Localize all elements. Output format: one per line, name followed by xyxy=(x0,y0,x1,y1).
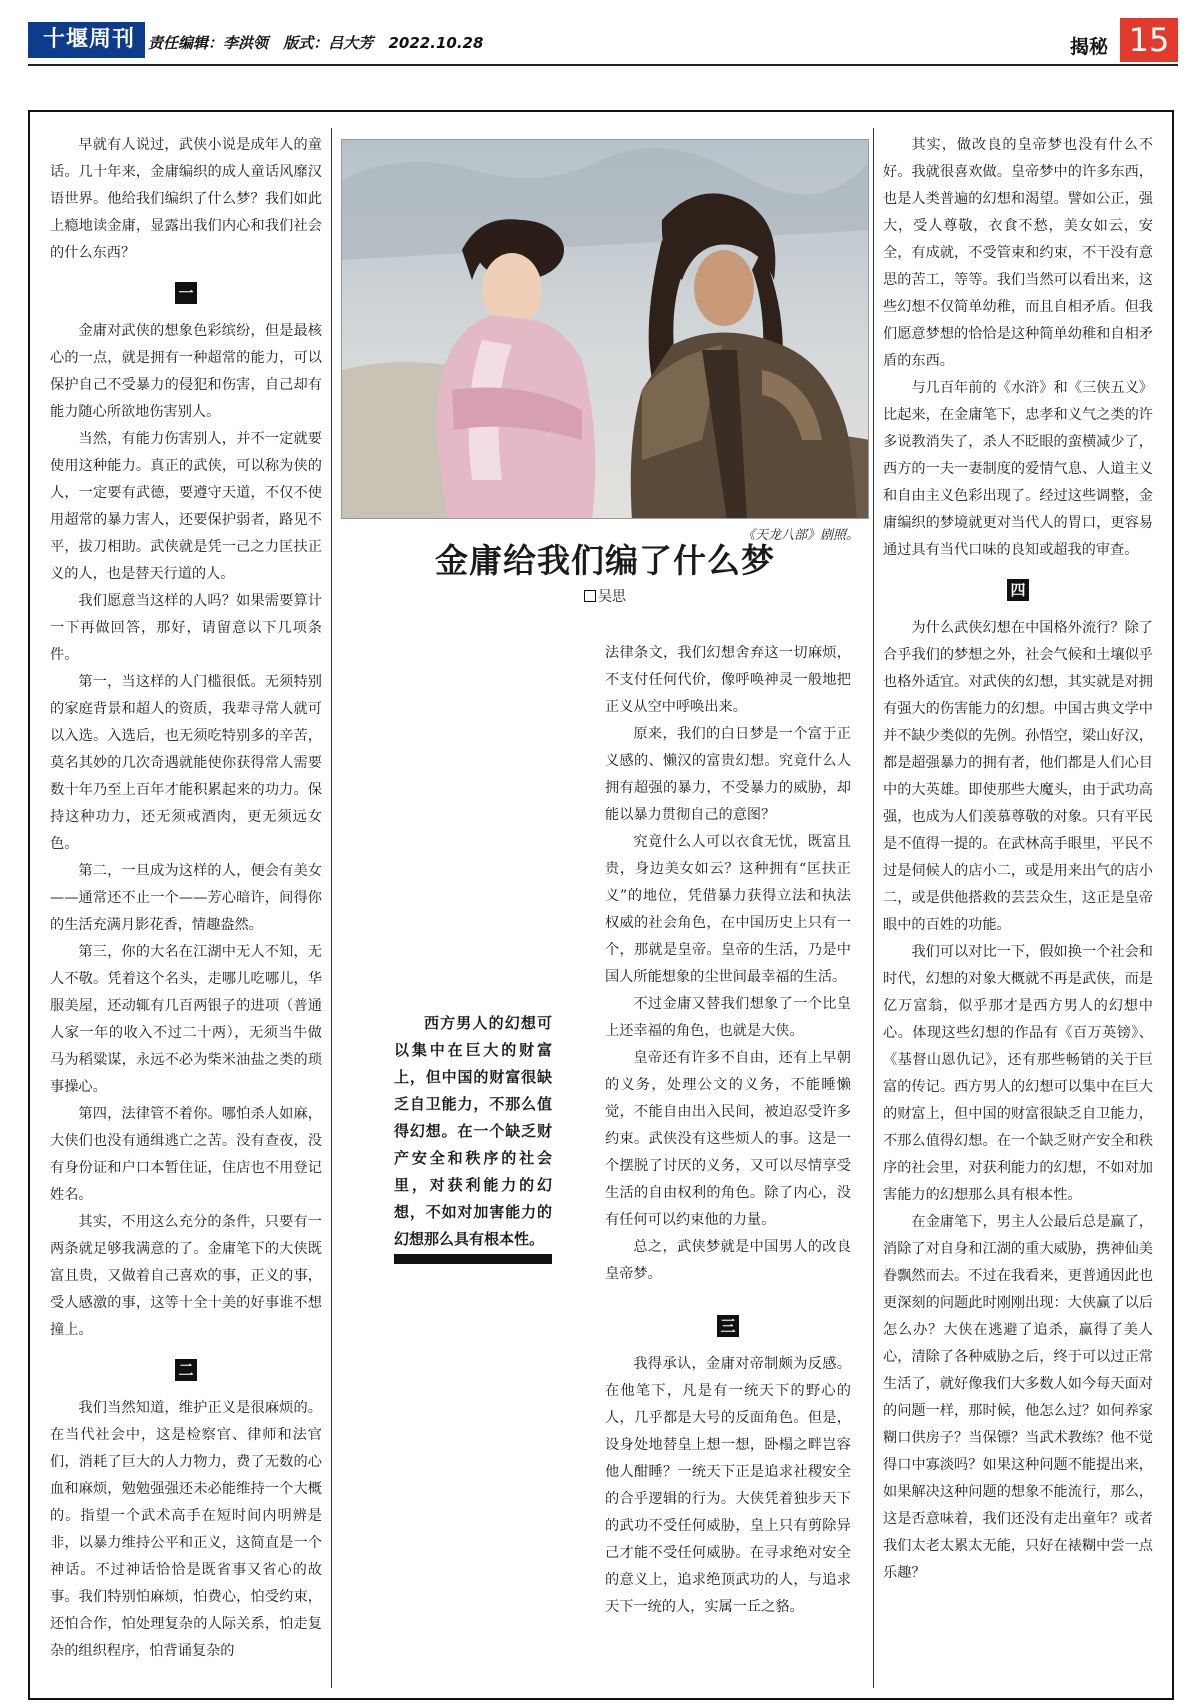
article-title: 金庸给我们编了什么梦 xyxy=(435,541,775,580)
section-heading-4: 四 xyxy=(883,578,1153,605)
paragraph: 不过金庸又替我们想象了一个比皇上还幸福的角色，也就是大侠。 xyxy=(605,996,851,1039)
pull-quote-bar xyxy=(394,1254,552,1264)
editor-credit: 责任编辑：李洪领 xyxy=(148,34,269,52)
paragraph: 我们当然知道，维护正义是很麻烦的。在当代社会中，这是检察官、律师和法官们，消耗了巨大的人力物力，费了无数的心血和麻烦，勉勉强强还未必能维持一个大概的。指望一个武术高手在短时间内明辨是非，以暴力维持公平和正义，这简直是一个神话。不过神话恰恰是既省事又省心的故事。我们特别怕麻烦，怕费心，怕受约束，还怕合作，怕处理复杂的人际关系，怕走复杂的组织程序，怕背诵复杂的 xyxy=(50,1400,322,1659)
header-meta xyxy=(148,32,493,53)
photo-caption: 《天龙八部》剧照。 xyxy=(741,528,859,543)
paragraph: 我们可以对比一下，假如换一个社会和时代，幻想的对象大概就不再是武侠，而是亿万富翁，似乎那才是西方男人的幻想中心。体现这些幻想的作品有《百万英镑》、《基督山恩仇记》，还有那些畅销的关于巨富的传记。西方男人的幻想可以集中在巨大的财富上，但中国的财富很缺乏自卫能力，不那么值得幻想。在一个缺乏财产安全和秩序的社会里，对获利能力的幻想，不如对加害能力的幻想那么具有根本性。 xyxy=(883,944,1153,1203)
paragraph: 当然，有能力伤害别人，并不一定就要使用这种能力。真正的武侠，可以称为侠的人，一定要有武德，要遵守天道，不仅不使用超常的暴力害人，还要保护弱者，路见不平，拔刀相助。武侠就是凭一己之力匡扶正义的人，也是替天行道的人。 xyxy=(50,431,322,582)
article-column-1 xyxy=(50,132,322,1665)
paragraph: 第四，法律管不着你。哪怕杀人如麻，大侠们也没有通缉逃亡之苦。没有查夜，没有身份证和户口本暂住证，住店也不用登记姓名。 xyxy=(50,1106,322,1203)
column-divider xyxy=(331,128,332,1688)
section-heading-1: 一 xyxy=(50,281,322,308)
paragraph: 我得承认，金庸对帝制颇为反感。在他笔下，凡是有一统天下的野心的人，几乎都是大号的反面角色。但是，设身处地替皇上想一想，卧榻之畔岂容他人酣睡？一统天下正是追求社稷安全的合乎逻辑的行为。大侠凭着独步天下的武功不受任何威胁，皇上只有剪除异己才能不受任何威胁。在寻求绝对安全的意义上，追求绝顶武功的人，与追求天下一统的人，实属一丘之貉。 xyxy=(605,1356,851,1615)
page-number: 15 xyxy=(1120,18,1178,62)
masthead-title: 十堰周刊 xyxy=(37,22,145,58)
pull-quote-text: 西方男人的幻想可以集中在巨大的财富上，但中国的财富很缺乏自卫能力，不那么值得幻想。在一个缺乏财产安全和秩序的社会里，对获利能力的幻想，不如对加害能力的幻想那么具有根本性。 xyxy=(394,1014,552,1248)
paragraph: 在金庸笔下，男主人公最后总是赢了，消除了对自身和江湖的重大威胁，携神仙美眷飘然而去。不过在我看来，更普通因此也更深刻的问题此时刚刚出现：大侠赢了以后怎么办？大侠在逃避了追杀，赢得了美人心，清除了各种威胁之后，终于可以过正常生活了，就好像我们大多数人如今每天面对的问题一样，那时候，他怎么过？如何养家糊口供房子？当保镖？当武术教练？他不觉得口中寡淡吗？如果这种问题不能提出来，如果解决这种问题的想象不能流行，那么，这是否意味着，我们还没有走出童年？或者我们太老太累太无能，只好在裱糊中尝一点乐趣？ xyxy=(883,1214,1153,1581)
paragraph: 原来，我们的白日梦是一个富于正义感的、懒汉的富贵幻想。究竟什么人拥有超强的暴力，不受暴力的威胁，却能以暴力贯彻自己的意图？ xyxy=(605,726,851,823)
paragraph: 法律条文，我们幻想舍弃这一切麻烦，不支付任何代价，像呼唤神灵一般地把正义从空中呼唤出来。 xyxy=(605,645,851,715)
paragraph: 早就有人说过，武侠小说是成年人的童话。几十年来，金庸编织的成人童话风靡汉语世界。他给我们编织了什么梦？我们如此上瘾地读金庸，显露出我们内心和我们社会的什么东西？ xyxy=(50,137,322,261)
issue-date: 2022.10.28 xyxy=(388,34,484,52)
drama-still-photo xyxy=(341,139,869,519)
article-column-4 xyxy=(883,132,1153,1587)
paragraph: 与几百年前的《水浒》和《三侠五义》比起来，在金庸笔下，忠孝和义气之类的许多说教消失了，杀人不眨眼的蛮横减少了，西方的一夫一妻制度的爱情气息、人道主义和自由主义色彩出现了。经过这些调整，金庸编织的梦境就更对当代人的胃口，更容易通过具有当代口味的良知或超我的审查。 xyxy=(883,380,1153,558)
paragraph: 金庸对武侠的想象色彩缤纷，但是最核心的一点，就是拥有一种超常的能力，可以保护自己不受暴力的侵犯和伤害，自己却有能力随心所欲地伤害别人。 xyxy=(50,323,322,420)
paragraph: 第三，你的大名在江湖中无人不知，无人不敬。凭着这个名头，走哪儿吃哪儿，华服美屋，还动辄有几百两银子的进项（普通人家一年的收入不过二十两），无须当牛做马为稻粱谋，永远不必为柴米油盐之类的琐事操心。 xyxy=(50,944,322,1095)
paragraph: 第二，一旦成为这样的人，便会有美女——通常还不止一个——芳心暗许，间得你的生活充满月影花香，情趣盎然。 xyxy=(50,863,322,933)
paragraph: 第一，当这样的人门槛很低。无须特别的家庭背景和超人的资质，我辈寻常人就可以入选。入选后，也无须吃特别多的辛苦，莫名其妙的几次奇遇就能使你获得常人需要数十年乃至上百年才能积累起来的功力。保持这种功力，还无须戒酒肉，更无须远女色。 xyxy=(50,674,322,852)
masthead-logo xyxy=(28,22,145,58)
article-byline xyxy=(584,586,626,606)
page-header xyxy=(28,18,1178,62)
column-divider xyxy=(873,128,874,1688)
paragraph: 总之，武侠梦就是中国男人的改良皇帝梦。 xyxy=(605,1239,851,1282)
section-heading-3: 三 xyxy=(605,1314,851,1341)
byline-box-icon xyxy=(584,590,596,602)
section-label: 揭秘 xyxy=(1069,36,1108,58)
section-heading-2: 二 xyxy=(50,1358,322,1385)
article-column-3 xyxy=(605,640,851,1621)
paragraph: 我们愿意当这样的人吗？如果需要算计一下再做回答，那好，请留意以下几项条件。 xyxy=(50,593,322,663)
author-name: 吴思 xyxy=(598,589,626,605)
paragraph: 皇帝还有许多不自由，还有上早朝的义务，处理公文的义务，不能睡懒觉，不能自由出入民间，被迫忍受许多约束。武侠没有这些烦人的事。这是一个摆脱了讨厌的义务，又可以尽情享受生活的自由权利的角色。除了内心，没有任何可以约束他的力量。 xyxy=(605,1050,851,1228)
masthead-bar xyxy=(28,22,37,58)
header-rule xyxy=(28,64,1178,66)
drama-still-image xyxy=(342,140,869,519)
paragraph: 其实，不用这么充分的条件，只要有一两条就足够我满意的了。金庸笔下的大侠既富且贵，又做着自己喜欢的事，正义的事，受人感激的事，这等十全十美的好事谁不想撞上。 xyxy=(50,1214,322,1338)
paragraph: 其实，做改良的皇帝梦也没有什么不好。我就很喜欢做。皇帝梦中的许多东西，也是人类普遍的幻想和渴望。譬如公正，强大，受人尊敬，衣食不愁，美女如云，安全，有成就，不受管束和约束，不干没有意思的苦工，等等。我们当然可以看出来，这些幻想不仅简单幼稚，而且自相矛盾。但我们愿意梦想的恰恰是这种简单幼稚和自相矛盾的东西。 xyxy=(883,137,1153,369)
pull-quote xyxy=(394,1010,552,1253)
layout-credit: 版式：吕大芳 xyxy=(283,34,374,52)
paragraph: 为什么武侠幻想在中国格外流行？除了合乎我们的梦想之外，社会气候和土壤似乎也格外适宜。对武侠的幻想，其实就是对拥有强大的伤害能力的幻想。中国古典文学中并不缺少类似的先例。孙悟空，梁山好汉，都是超强暴力的拥有者，他们都是人们心目中的大英雄。即使那些大魔头，由于武功高强，也成为人们羡慕尊敬的对象。只有平民是不值得一提的。在武林高手眼里，平民不过是伺候人的店小二，或是用来出气的店小二，或是供他搭救的芸芸众生，这正是皇帝眼中的百姓的功能。 xyxy=(883,620,1153,933)
paragraph: 究竟什么人可以衣食无忧，既富且贵，身边美女如云？这种拥有“匡扶正义”的地位，凭借暴力获得立法和执法权威的社会角色，在中国历史上只有一个，那就是皇帝。皇帝的生活，乃是中国人所能想象的尘世间最幸福的生活。 xyxy=(605,834,851,985)
